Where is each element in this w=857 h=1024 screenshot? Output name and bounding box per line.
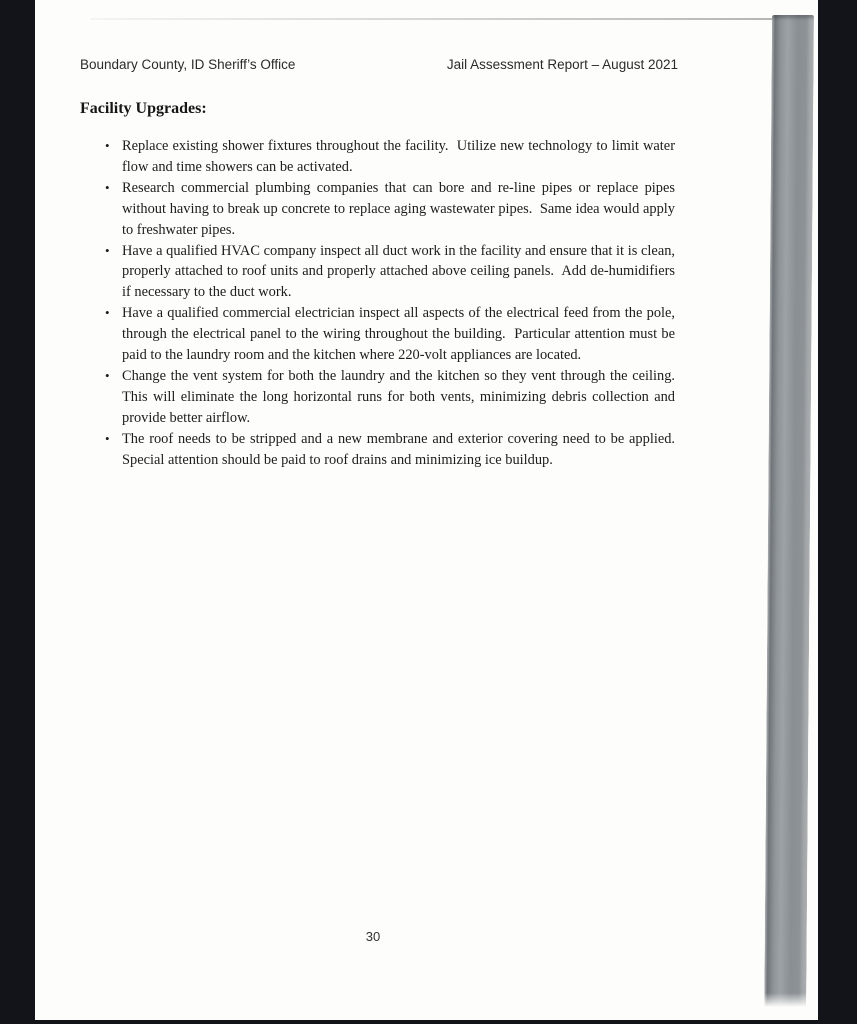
list-item — [105, 429, 683, 471]
page-header — [80, 57, 678, 72]
header-right: Jail Assessment Report – August 2021 — [446, 57, 678, 72]
list-item — [105, 241, 679, 304]
bullet-icon: • — [105, 179, 110, 195]
list-item — [105, 366, 683, 429]
header-left: Boundary County, ID Sheriff’s Office — [80, 57, 296, 72]
section-title: Facility Upgrades: — [80, 100, 207, 117]
bullet-text: Change the vent system for both the laundry and the kitchen so they vent through the ceiling. This will eliminate the long horizontal runs for both vents, minimizing debris collection and provide better airflow. — [122, 367, 683, 426]
bullet-text: Have a qualified commercial electrician inspect all aspects of the electrical feed from the pole, through the electrical panel to the wiring throughout the building. Particular attention must be paid to the laundry room and the kitchen where 220-volt appliances are located. — [122, 305, 679, 364]
bullet-icon: • — [105, 138, 110, 153]
list-item — [105, 303, 679, 366]
scan-shadow-strip — [764, 15, 814, 1007]
bullet-icon: • — [105, 367, 110, 383]
bullet-icon: • — [105, 242, 110, 258]
bullet-list — [105, 136, 683, 471]
bullet-text: Have a qualified HVAC company inspect all duct work in the facility and ensure that it is clean, properly attached to roof units and properly attached above ceiling panels. Add de-humidifiers if necessary to the duct work. — [122, 242, 679, 301]
document-page — [35, 0, 818, 1020]
page-number: 30 — [365, 929, 381, 944]
bullet-icon: • — [105, 430, 110, 446]
bullet-text: The roof needs to be stripped and a new membrane and exterior covering need to be applied. Special attention should be paid to roof drains and minimizing ice buildup. — [122, 430, 683, 468]
list-item — [105, 178, 679, 241]
bullet-text: Research commercial plumbing companies that can bore and re-line pipes or replace pipes without having to break up concrete to replace aging wastewater pipes. Same idea would apply to freshwater pipes. — [122, 179, 679, 238]
list-item — [105, 136, 679, 178]
page-content — [35, 0, 818, 1020]
bullet-icon: • — [105, 305, 110, 321]
bullet-text: Replace existing shower fixtures throughout the facility. Utilize new technology to limit water flow and time showers can be activated. — [122, 138, 679, 175]
